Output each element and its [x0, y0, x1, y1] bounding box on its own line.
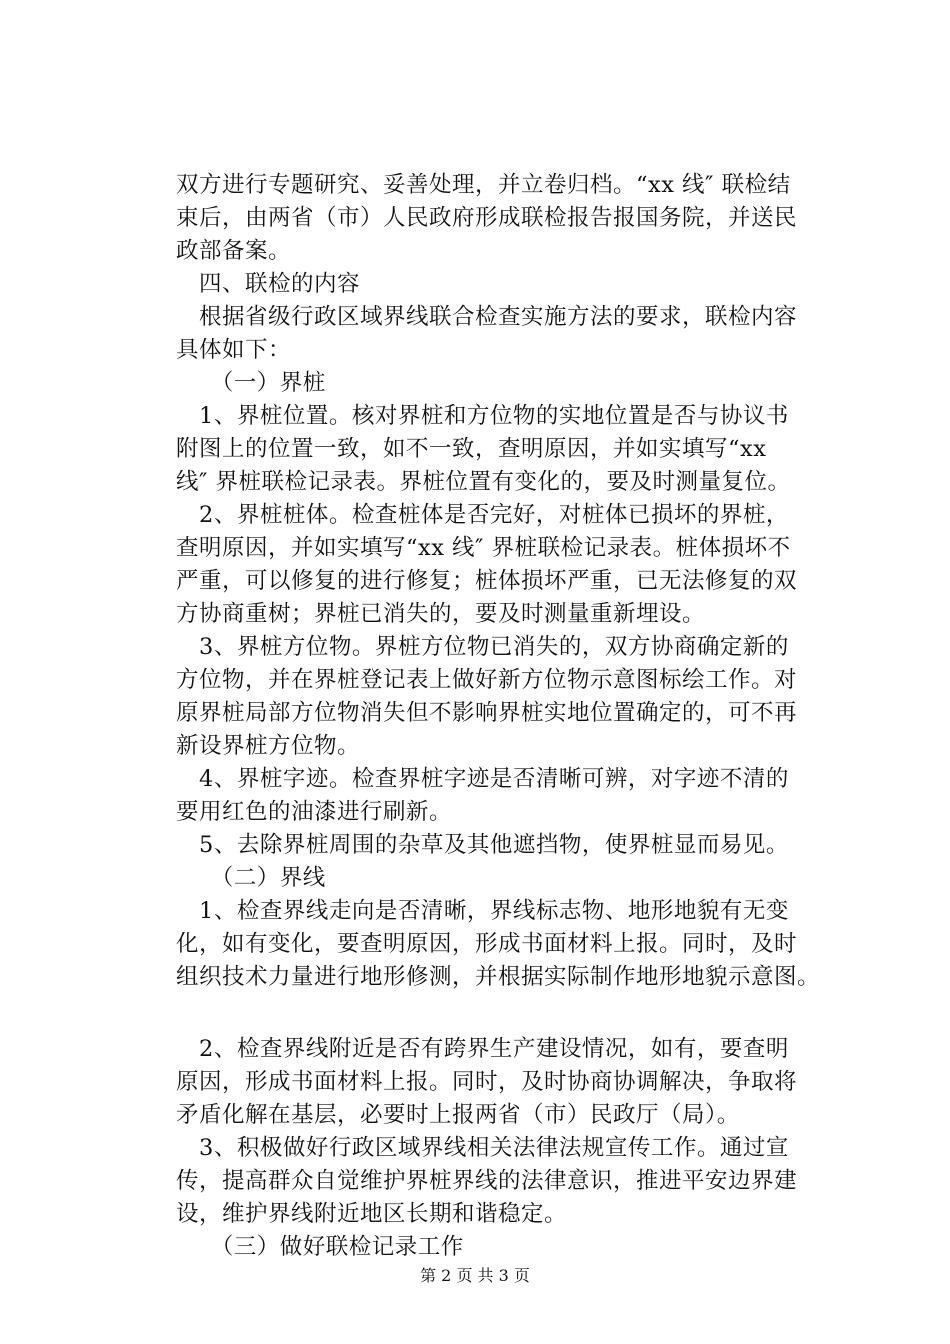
subsection-heading: （二）界线	[176, 865, 326, 891]
text-line: 化，如有变化，要查明原因，形成书面材料上报。同时，及时	[176, 931, 798, 957]
text-line: 5、去除界桩周围的杂草及其他遮挡物，使界桩显而易见。	[176, 832, 789, 858]
text-line: 原因，形成书面材料上报。同时，及时协商协调解决，争取将	[176, 1069, 798, 1095]
text-line: 1、检查界线走向是否清晰，界线标志物、地形地貌有无变	[176, 898, 789, 924]
section-heading: 四、联检的内容	[176, 271, 361, 297]
text-line: 矛盾化解在基层，必要时上报两省（市）民政厅（局）。	[176, 1102, 740, 1128]
text-line: 新设界桩方位物。	[176, 733, 361, 759]
text-line: 组织技术力量进行地形修测，并根据实际制作地形地貌示意图。	[176, 964, 821, 990]
text-line: 2、界桩桩体。检查桩体是否完好，对桩体已损坏的界桩，	[176, 502, 789, 528]
text-line: 线″ 界桩联检记录表。界桩位置有变化的，要及时测量复位。	[176, 469, 791, 495]
subsection-heading: （三）做好联检记录工作	[176, 1234, 464, 1260]
text-line: 政部备案。	[176, 238, 292, 264]
page-number-footer: 第 2 页 共 3 页	[420, 1266, 530, 1285]
text-line: 方位物，并在界桩登记表上做好新方位物示意图标绘工作。对	[176, 667, 798, 693]
text-line: 双方进行专题研究、妥善处理，并立卷归档。“xx 线″ 联检结	[176, 172, 791, 198]
text-line: 4、界桩字迹。检查界桩字迹是否清晰可辨，对字迹不清的	[176, 766, 789, 792]
text-line: 方协商重树；界桩已消失的，要及时测量重新埋设。	[176, 601, 706, 627]
text-line: 束后，由两省（市）人民政府形成联检报告报国务院，并送民	[176, 205, 798, 231]
text-line: 原界桩局部方位物消失但不影响界桩实地位置确定的，可不再	[176, 700, 798, 726]
text-line: 严重，可以修复的进行修复；桩体损坏严重，已无法修复的双	[176, 568, 798, 594]
text-line: 3、界桩方位物。界桩方位物已消失的，双方协商确定新的	[176, 634, 789, 660]
text-line: 3、积极做好行政区域界线相关法律法规宣传工作。通过宣	[176, 1135, 789, 1161]
subsection-heading: （一）界桩	[176, 370, 326, 396]
text-line: 附图上的位置一致，如不一致，查明原因，并如实填写“xx	[176, 436, 767, 462]
text-line: 具体如下：	[176, 337, 292, 363]
text-line: 设，维护界线附近地区长期和谐稳定。	[176, 1201, 568, 1227]
text-line: 查明原因，并如实填写“xx 线″ 界桩联检记录表。桩体损坏不	[176, 535, 791, 561]
text-line: 传，提高群众自觉维护界桩界线的法律意识，推进平安边界建	[176, 1168, 798, 1194]
text-line: 根据省级行政区域界线联合检查实施方法的要求，联检内容	[176, 304, 798, 330]
text-line: 要用红色的油漆进行刷新。	[176, 799, 453, 825]
text-line: 1、界桩位置。核对界桩和方位物的实地位置是否与协议书	[176, 403, 789, 429]
text-line: 2、检查界线附近是否有跨界生产建设情况，如有，要查明	[176, 1036, 789, 1062]
